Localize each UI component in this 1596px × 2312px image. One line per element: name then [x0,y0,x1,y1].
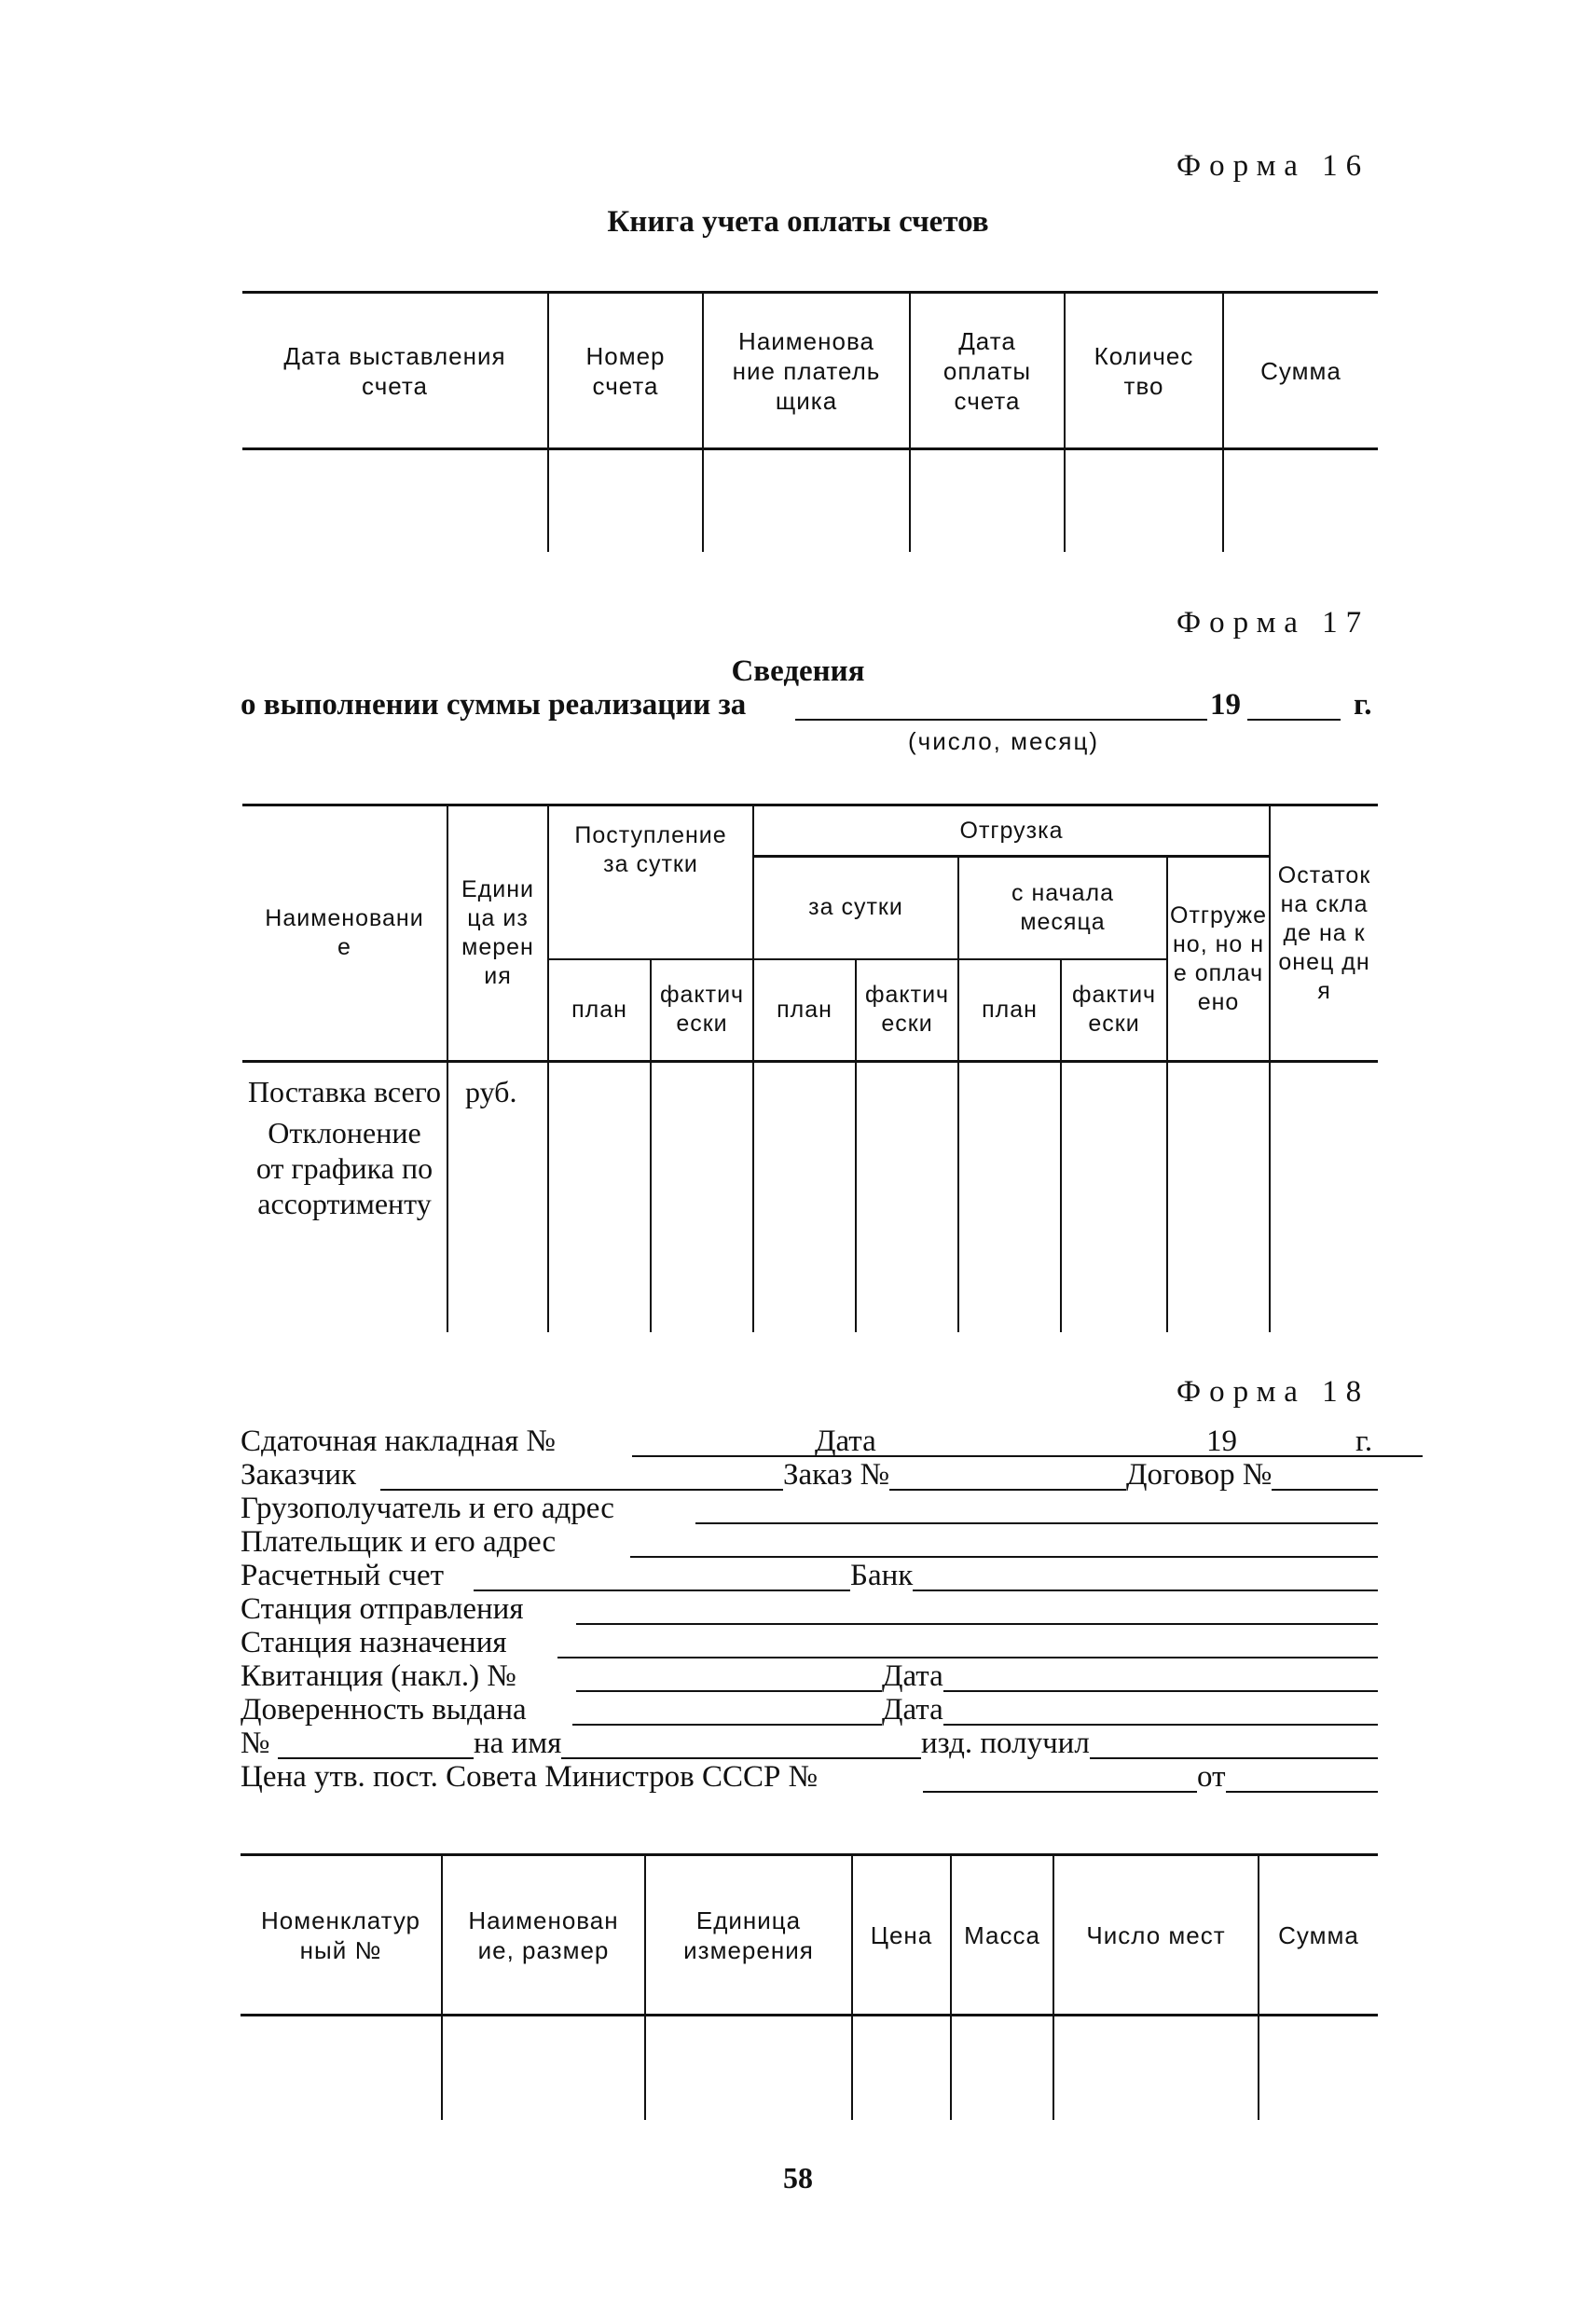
form18-line-account [241,1559,1378,1592]
form17-period-line [795,719,1207,721]
form17-header-receipt-actual: фактически [651,959,753,1062]
form17-header-shipped-unpaid: Отгружено, но не оплачено [1167,857,1270,1062]
form18-line-price [241,1760,1378,1794]
form18-price-field[interactable] [923,1791,1378,1793]
form18-table [241,1853,1378,2120]
form18-header-nomenclature: Номенклатурный № [241,1855,442,2016]
form16-table [242,291,1378,552]
form18-year-field[interactable] [1244,1455,1341,1457]
form17-header-day-actual: фактически [856,959,958,1062]
form18-cell [1053,2016,1259,2120]
form16-header-quantity: Количество [1065,293,1223,449]
form17-year-line [1247,719,1341,721]
form17-header-shipment: Отгрузка [753,805,1270,857]
form18-bank-label: Банк [850,1559,914,1592]
form18-line-proxy [241,1693,1378,1727]
form18-customer-label: Заказчик [241,1458,357,1492]
form17-table [242,804,1378,1332]
form18-proxy-label: Доверенность выдана [241,1693,527,1727]
form17-header-receipt: Поступление за сутки [548,805,753,959]
form17-header-name: Наименование [242,805,447,1062]
form18-departure-label: Станция отправления [241,1592,524,1626]
form18-fields [241,1424,1378,1794]
form17-row-labels [242,1062,447,1332]
form17-cell [856,1062,958,1332]
form18-destination-label: Станция назначения [241,1626,507,1659]
form18-cell [1259,2016,1378,2120]
form18-label: Форма 18 [1176,1375,1370,1409]
form16-header-payment-date: Дата оплаты счета [910,293,1065,449]
form18-line-customer [241,1458,1378,1492]
form16-cell [242,449,548,552]
form18-g-label: г. [1355,1424,1373,1458]
form18-cell [645,2016,852,2120]
form18-payer-field[interactable] [630,1556,1378,1558]
form17-row2-label: Отклонение от графика по ассортименту [255,1116,433,1220]
form17-cell [651,1062,753,1332]
form18-header-unit: Единица измерения [645,1855,852,2016]
form18-destination-field[interactable] [557,1657,1378,1658]
form18-departure-field[interactable] [576,1623,1378,1625]
form18-date-field[interactable] [884,1455,1423,1457]
form16-header-invoice-number: Номер счета [548,293,703,449]
form18-proxy-date-label: Дата [882,1693,943,1727]
form16-header-sum: Сумма [1223,293,1378,449]
form17-header-month-actual: фактически [1061,959,1167,1062]
form18-account-field[interactable] [474,1590,1378,1591]
form18-header-name-size: Наименование, размер [442,1855,645,2016]
form17-cell [958,1062,1061,1332]
form18-from-label: от [1197,1760,1226,1794]
form16-title: Книга учета оплаты счетов [607,205,989,239]
form18-number-field[interactable] [278,1757,1378,1759]
form17-header-month-plan: план [958,959,1061,1062]
form16-cell [1223,449,1378,552]
form17-subtitle-year: 19 [1210,688,1241,722]
form17-cell [1270,1062,1378,1332]
form17-label: Форма 17 [1176,606,1370,640]
form18-payer-label: Плательщик и его адрес [241,1525,557,1559]
form18-cell [951,2016,1053,2120]
form17-header-receipt-plan: план [548,959,651,1062]
form18-line-number [241,1727,1378,1760]
form18-year-label: 19 [1206,1424,1237,1458]
form17-subtitle-lead: о выполнении суммы реализации за [241,688,747,722]
form16-cell [910,449,1065,552]
form18-name-label: на имя [474,1727,562,1760]
form18-header-mass: Масса [951,1855,1053,2016]
form18-line-receipt [241,1659,1378,1693]
form18-date-label: Дата [815,1424,876,1458]
form16-header-issue-date: Дата выставления счета [242,293,548,449]
form18-order-label: Заказ № [783,1458,890,1492]
form18-receipt-date-label: Дата [882,1659,943,1693]
form17-header-remainder: Остаток на складе на конец дня [1270,805,1378,1062]
form18-header-price: Цена [852,1855,951,2016]
form18-header-places: Число мест [1053,1855,1259,2016]
form17-header-unit: Единица измерения [447,805,548,1062]
form16-cell [703,449,910,552]
form17-subtitle-note: (число, месяц) [908,727,1100,755]
form17-cell [1167,1062,1270,1332]
form17-unit-value: руб. [447,1062,548,1332]
form18-header-sum: Сумма [1259,1855,1378,2016]
form17-cell [1061,1062,1167,1332]
form18-account-label: Расчетный счет [241,1559,445,1592]
form18-cell [852,2016,951,2120]
form18-delivery-note-label: Сдаточная накладная № [241,1424,557,1458]
form18-contract-label: Договор № [1126,1458,1273,1492]
form18-receipt-field[interactable] [576,1690,1378,1692]
form16-cell [1065,449,1223,552]
form17-cell [548,1062,651,1332]
form17-title: Сведения [731,654,865,688]
form17-header-from-month: с начала месяца [958,857,1167,959]
form18-line-delivery-note [241,1424,1378,1458]
form16-cell [548,449,703,552]
form18-received-label: изд. получил [921,1727,1090,1760]
form18-line-destination [241,1626,1378,1659]
form18-proxy-field[interactable] [572,1724,1378,1726]
form17-header-day-plan: план [753,959,856,1062]
form17-row1-label: Поставка всего [247,1075,442,1108]
form17-subtitle-g: г. [1354,688,1372,722]
form18-cell [442,2016,645,2120]
form18-number-label: № [241,1727,270,1760]
form18-line-payer [241,1525,1378,1559]
page-number: 58 [783,2161,813,2195]
form18-cell [241,2016,442,2120]
form16-label: Форма 16 [1176,149,1370,183]
form18-consignee-label: Грузополучатель и его адрес [241,1492,614,1525]
form16-header-payer-name: Наименование плательщика [703,293,910,449]
form18-price-label: Цена утв. пост. Совета Министров СССР № [241,1760,819,1794]
form18-line-departure [241,1592,1378,1626]
form18-receipt-label: Квитанция (накл.) № [241,1659,516,1693]
form18-line-consignee [241,1492,1378,1525]
form17-subtitle [241,688,1378,725]
form18-consignee-field[interactable] [695,1522,1378,1524]
form17-header-per-day: за сутки [753,857,958,959]
form17-cell [753,1062,856,1332]
